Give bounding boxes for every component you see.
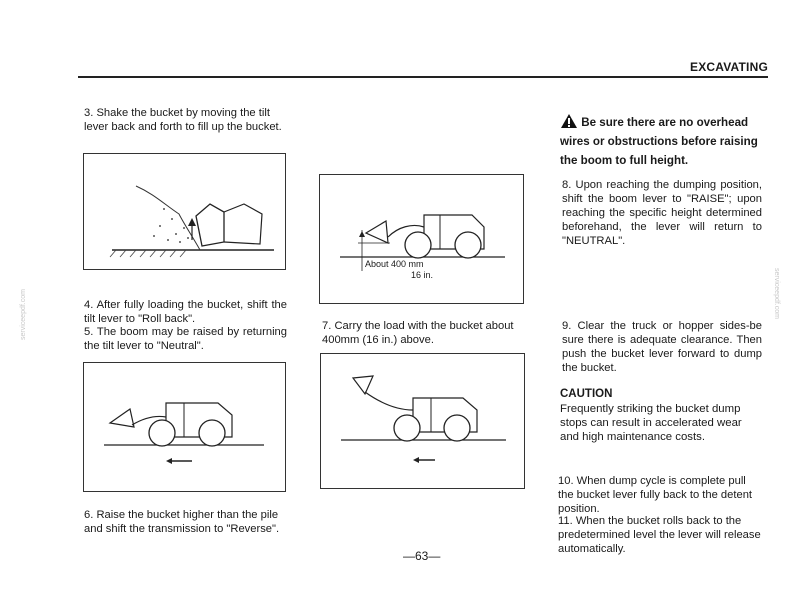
figure-fill-bucket — [83, 153, 286, 270]
step-6: 6. Raise the bucket higher than the pile and shift the transmission to "Reverse". — [84, 509, 280, 535]
figure-reverse — [320, 353, 525, 489]
warning-text: Be sure there are no overhead wires or obstructions before raising the boom to full height. — [560, 116, 758, 167]
loader-reverse-illustration — [321, 354, 524, 488]
step-7: 7. Carry the load with the bucket about 400mm (16 in.) above. — [322, 320, 514, 346]
figure-label-height — [365, 259, 433, 281]
header-rule — [78, 76, 768, 78]
figure-carry-load — [319, 174, 524, 304]
loader-carry-illustration — [320, 175, 523, 303]
figure-roll-back — [83, 362, 286, 492]
figure-label-line1: About 400 mm — [365, 259, 424, 269]
caution-text: Frequently striking the bucket dump stops can result in accelerated wear and high maintenance costs. — [560, 403, 742, 443]
step-8: 8. Upon reaching the dumping position, shift the boom lever to "RAISE"; upon reaching the specific height determined beforehand, the lever will return to "NEUTRAL". — [562, 179, 762, 247]
step-9: 9. Clear the truck or hopper sides-be sure there is adequate clearance. Then push the bucket lever forward to dump the bucket. — [562, 320, 762, 374]
section-title: EXCAVATING — [689, 60, 768, 74]
watermark-left: serviceepdf.com — [20, 289, 27, 340]
step-5: 5. The boom may be raised by returning the tilt lever to "Neutral". — [84, 326, 287, 352]
warning-notice — [560, 113, 760, 170]
step-3: 3. Shake the bucket by moving the tilt lever back and forth to fill up the bucket. — [84, 107, 282, 133]
loader-fill-illustration — [84, 154, 285, 269]
step-4: 4. After fully loading the bucket, shift the tilt lever to "Roll back". — [84, 299, 287, 325]
figure-label-line2: 16 in. — [411, 270, 434, 280]
caution-title: CAUTION — [560, 388, 613, 400]
watermark-right: serviceepdf.com — [773, 268, 780, 319]
page-number: —63— — [403, 549, 441, 563]
warning-triangle-icon — [560, 113, 578, 129]
step-10: 10. When dump cycle is complete pull the bucket lever fully back to the detent position. — [558, 475, 753, 515]
loader-rollback-illustration — [84, 363, 285, 491]
step-11: 11. When the bucket rolls back to the predetermined level the lever will release automatically. — [558, 515, 761, 555]
